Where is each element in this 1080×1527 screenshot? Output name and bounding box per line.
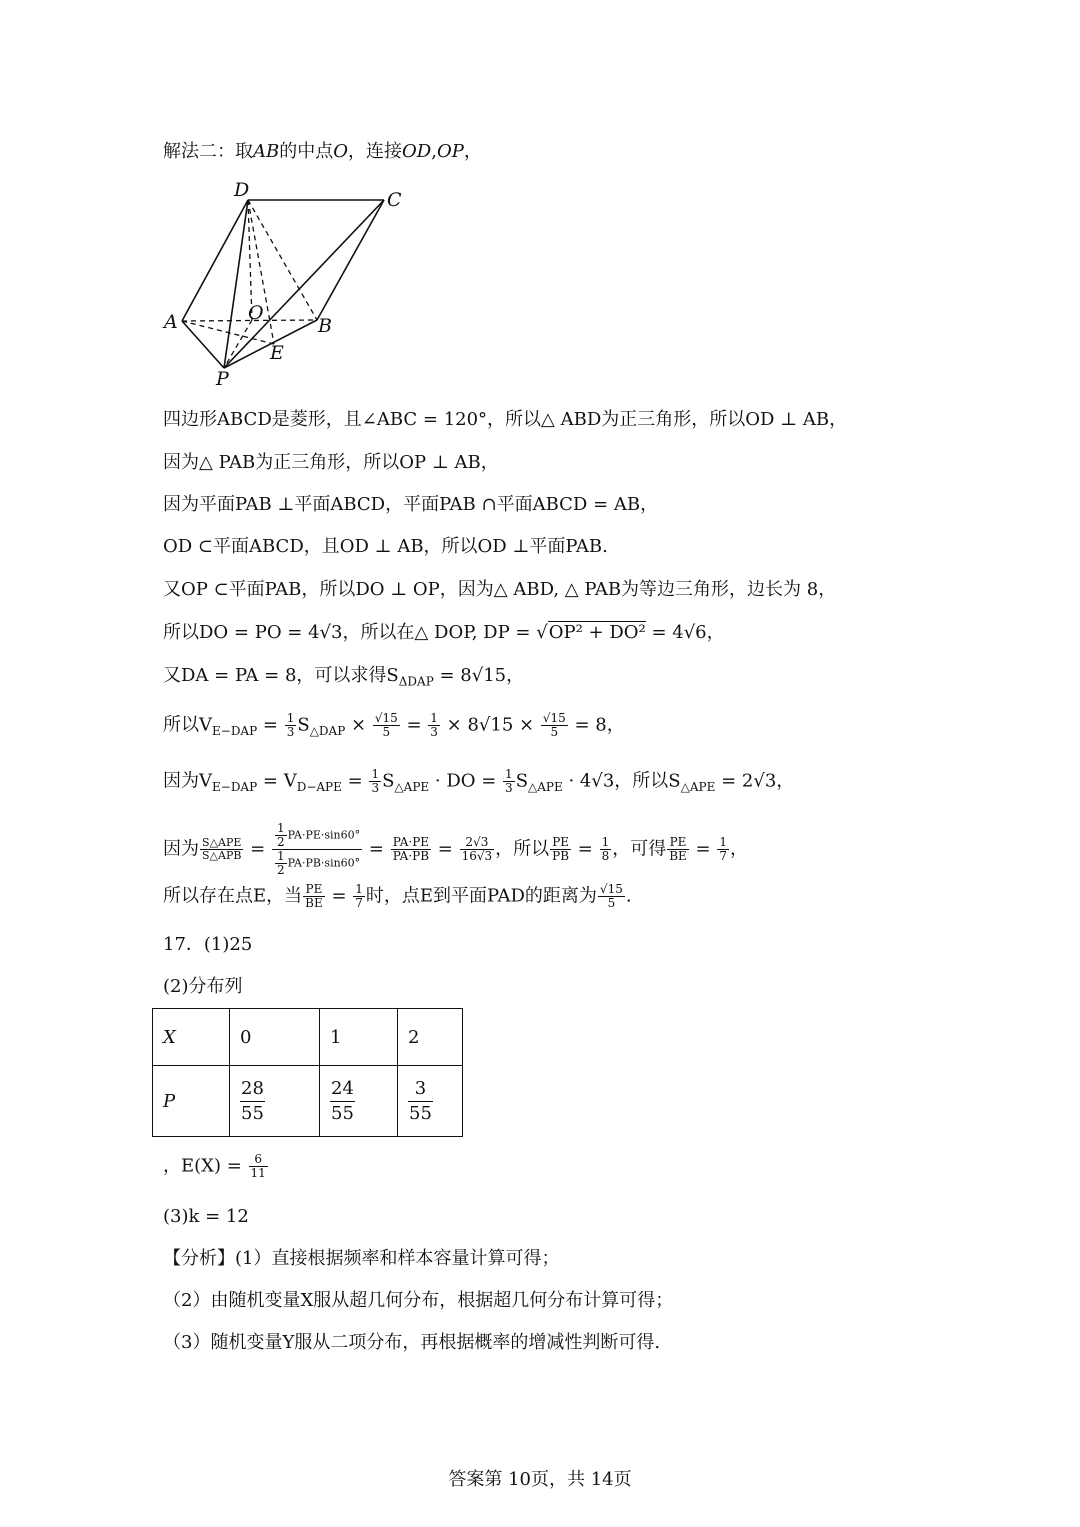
analysis-line-2: （2）由随机变量X服从超几何分布，根据超几何分布计算可得； <box>163 1290 674 1311</box>
proof-line-10 <box>163 822 748 877</box>
expectation-line <box>163 1153 269 1180</box>
l7-text-a: 又DA = PA = 8，可以求得S <box>163 665 399 686</box>
label-e: E <box>270 342 284 364</box>
l8-a: 所以V <box>163 714 212 736</box>
frac-one-third-c <box>369 768 381 795</box>
frac-num: √15 <box>542 711 566 725</box>
l11-b: = <box>325 885 353 907</box>
label-d: D <box>234 179 250 201</box>
frac-num: 2√3 <box>460 836 495 850</box>
frac-num: 1 <box>371 767 380 781</box>
cell-num: 3 <box>408 1077 433 1102</box>
l9-sub3: △APE <box>394 780 430 795</box>
frac-num: √15 <box>374 711 398 725</box>
frac-den: 2 <box>276 863 285 877</box>
table-header-1: 1 <box>320 1009 398 1066</box>
l9-sub1: E−DAP <box>212 780 258 795</box>
l10-b: = <box>244 838 271 860</box>
frac-num: 1 <box>276 821 285 835</box>
frac-num: PE <box>550 836 571 850</box>
intro-line <box>163 140 482 164</box>
label-p: P <box>216 368 229 390</box>
l9-a: 因为V <box>163 770 212 792</box>
frac-pe-be-2 <box>303 883 325 910</box>
l11-d: . <box>625 885 632 907</box>
question-17-part-1: 17．(1)25 <box>163 934 253 955</box>
frac-den: 5 <box>550 725 559 739</box>
frac-num: PA·PE <box>391 836 431 850</box>
l9-f: S <box>515 770 529 792</box>
frac-den <box>272 850 362 877</box>
table-header-0: 0 <box>230 1009 320 1066</box>
frac-sqrt15-5-a <box>373 712 400 739</box>
l8-f: × 8√15 × <box>440 714 540 736</box>
frac-sqrt15-5-b <box>541 712 568 739</box>
l9-sub2: D−APE <box>296 780 342 795</box>
frac-side-ratio <box>391 836 431 863</box>
cell-num: 28 <box>240 1077 265 1102</box>
l7-text-b: = 8√15， <box>433 665 525 686</box>
frac-num-text: PA·PE·sin60° <box>287 828 361 842</box>
intro-od: OD <box>402 141 432 162</box>
frac-den: 5 <box>607 896 616 910</box>
frac-den: BE <box>305 896 323 910</box>
l10-g: ，可得 <box>612 838 667 860</box>
l10-e: ，所以 <box>495 838 550 860</box>
frac-den: 7 <box>719 849 727 863</box>
frac-den: 3 <box>371 781 380 795</box>
frac-num: 1 <box>430 711 438 725</box>
table-row-label-p: P <box>153 1066 230 1137</box>
question-17-part-3: (3)k = 12 <box>163 1206 249 1227</box>
ex-text: ，E(X) = <box>163 1155 248 1177</box>
l11-c: 时，点E到平面PAD的距离为 <box>365 885 597 907</box>
frac-num: 1 <box>276 849 285 863</box>
cell-fraction <box>408 1077 433 1126</box>
frac-den: 11 <box>250 1166 266 1180</box>
frac-one-third-b <box>428 712 440 739</box>
proof-line-7 <box>163 664 524 694</box>
question-17-part-2: (2)分布列 <box>163 976 243 997</box>
l8-b: = <box>257 714 284 736</box>
frac-num: 1 <box>505 767 513 781</box>
frac-den: 3 <box>505 781 513 795</box>
table-cell-p2 <box>398 1066 463 1137</box>
l10-c: = <box>363 838 390 860</box>
cell-den: 55 <box>409 1102 432 1124</box>
frac-num: 1 <box>355 882 363 896</box>
l7-sub: ΔDAP <box>398 674 434 689</box>
frac-den: PB <box>552 849 570 863</box>
proof-line-6: 所以DO = PO = 4√3，所以在△ DOP, DP = √OP² + DO² = 4√6， <box>163 622 725 643</box>
frac-den: 7 <box>355 896 363 910</box>
l11-a: 所以存在点E，当 <box>163 885 303 907</box>
edge-dp <box>224 200 248 368</box>
l9-d: S <box>382 770 395 792</box>
l8-e: = <box>400 714 428 736</box>
frac-num: √15 <box>599 882 623 896</box>
frac-num: PE <box>667 836 689 850</box>
table-row <box>153 1009 463 1066</box>
cell-num: 24 <box>330 1077 355 1102</box>
l8-c: S <box>297 714 310 736</box>
frac-area-ratio <box>200 837 243 862</box>
intro-op: OP <box>436 141 464 162</box>
frac-den: S△APB <box>202 849 242 862</box>
intro-mid: 的中点 <box>279 141 334 162</box>
frac-one-third-a <box>285 712 297 739</box>
proof-line-2: 因为△ PAB为正三角形，所以OP ⊥ AB， <box>163 452 499 473</box>
l10-a: 因为 <box>163 838 199 860</box>
l9-b: = V <box>257 770 297 792</box>
intro-conn: ，连接 <box>348 141 402 162</box>
proof-line-9 <box>163 768 794 799</box>
frac-den: 8 <box>601 849 610 863</box>
l9-sub5: △APE <box>680 780 716 795</box>
frac-den: 3 <box>286 725 295 739</box>
analysis-line-3: （3）随机变量Y服从二项分布，再根据概率的增减性判断可得. <box>163 1332 661 1353</box>
label-a: A <box>164 311 178 333</box>
frac-sqrt15-5-c <box>598 883 625 910</box>
frac-den: 3 <box>430 725 438 739</box>
label-c: C <box>387 189 402 211</box>
edge-ap <box>182 321 224 368</box>
proof-line-1: 四边形ABCD是菱形，且∠ABC = 120°，所以△ ABD为正三角形，所以OD ⊥ AB， <box>163 409 848 430</box>
cell-fraction <box>330 1077 355 1126</box>
frac-pe-pb <box>550 836 571 863</box>
pyramid-figure <box>160 178 420 390</box>
proof-line-11 <box>163 883 632 910</box>
frac-den: 16√3 <box>461 849 493 863</box>
intro-comma: , <box>431 141 437 162</box>
frac-one-seventh-2 <box>353 883 365 910</box>
cell-den: 55 <box>241 1102 264 1124</box>
proof-line-5: 又OP ⊂平面PAB，所以DO ⊥ OP，因为△ ABD, △ PAB为等边三角形，边长为 8， <box>163 579 837 600</box>
frac-num: S△APE <box>200 837 243 850</box>
label-o: O <box>248 302 264 324</box>
frac-one-seventh <box>717 836 729 863</box>
frac-pe-be <box>667 836 689 863</box>
edge-da <box>182 200 248 321</box>
frac-num: PE <box>303 883 325 897</box>
frac-root-ratio <box>460 836 495 863</box>
l6-text-a: 所以DO = PO = 4√3，所以在△ DOP, DP = <box>163 622 537 643</box>
frac-num: 1 <box>719 835 727 849</box>
table-header-2: 2 <box>398 1009 463 1066</box>
l8-g: = 8， <box>568 714 625 736</box>
l10-h: = <box>689 838 717 860</box>
page-footer: 答案第 10页，共 14页 <box>448 1469 632 1490</box>
l6-radicand: OP² + DO² <box>548 622 646 643</box>
frac-sine-ratio <box>272 822 362 877</box>
edge-cp <box>224 200 384 368</box>
l10-d: = <box>432 838 459 860</box>
distribution-table <box>152 1008 463 1137</box>
intro-o: O <box>333 141 348 162</box>
l9-h: = 2√3， <box>715 770 795 792</box>
proof-line-3: 因为平面PAB ⊥平面ABCD，平面PAB ∩平面ABCD = AB， <box>163 494 659 515</box>
frac-den: 2 <box>276 835 285 849</box>
frac-six-elevenths <box>249 1153 268 1180</box>
intro-text: 解法二：取 <box>163 141 253 162</box>
l10-i: ， <box>729 838 748 860</box>
frac-one-eighth <box>600 836 612 863</box>
table-header-x: X <box>153 1009 230 1066</box>
cell-den: 55 <box>331 1102 354 1124</box>
table-row <box>153 1066 463 1137</box>
frac-den: PA·PB <box>392 849 430 863</box>
frac-one-third-d <box>503 768 515 795</box>
cell-fraction <box>240 1077 265 1126</box>
l10-f: = <box>572 838 599 860</box>
label-b: B <box>318 315 332 337</box>
l6-text-c: = 4√6， <box>645 622 725 643</box>
proof-line-4: OD ⊂平面ABCD，且OD ⊥ AB，所以OD ⊥平面PAB. <box>163 536 608 557</box>
frac-den: 5 <box>382 725 391 739</box>
intro-ab: AB <box>253 141 280 162</box>
analysis-line-1: 【分析】(1）直接根据频率和样本容量计算可得； <box>163 1248 560 1269</box>
frac-num: 6 <box>249 1153 268 1167</box>
frac-den: BE <box>669 849 687 863</box>
frac-num: 1 <box>601 835 610 849</box>
l9-e: · DO = <box>429 770 503 792</box>
frac-num <box>272 822 362 850</box>
proof-line-8 <box>163 712 625 743</box>
intro-tail: ， <box>463 141 482 162</box>
table-cell-p1 <box>320 1066 398 1137</box>
frac-num: 1 <box>286 711 295 725</box>
l9-sub4: △APE <box>528 780 563 795</box>
l9-g: · 4√3，所以S <box>562 770 681 792</box>
l8-sub2: △DAP <box>309 724 346 739</box>
frac-den-text: PA·PB·sin60° <box>287 856 361 870</box>
table-cell-p0 <box>230 1066 320 1137</box>
frac-half-bottom <box>275 850 287 877</box>
l8-sub1: E−DAP <box>212 724 258 739</box>
l8-d: × <box>345 714 372 736</box>
l9-c: = <box>341 770 369 792</box>
frac-half-top <box>275 822 287 849</box>
